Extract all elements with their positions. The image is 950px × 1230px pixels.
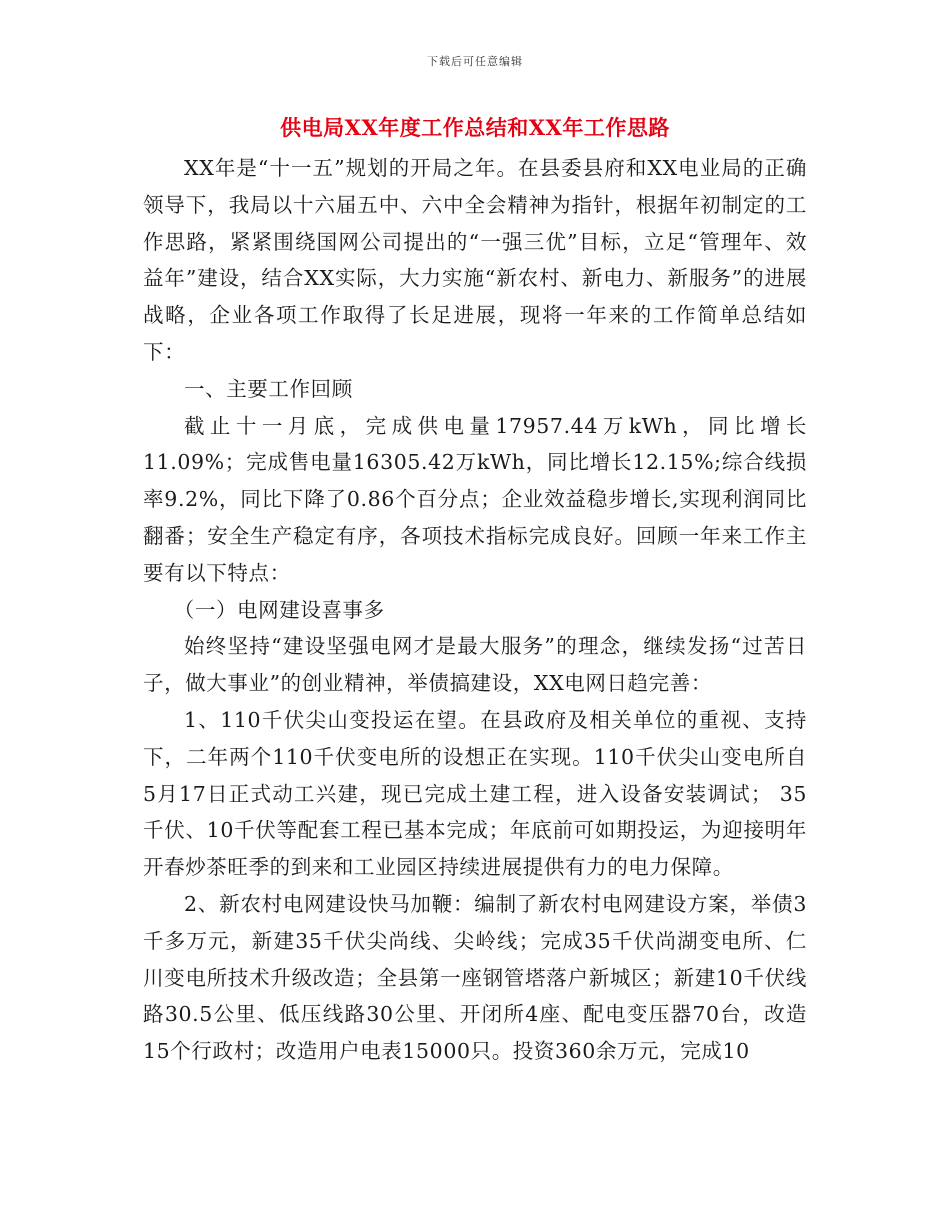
paragraph-item-1: 1、110千伏尖山变投运在望。在县政府及相关单位的重视、支持下，二年两个110千伏变电所的设想正在实现。110千伏尖山变电所自5月17日正式动工兴建，现已完成土建工程，进入设备安装调试； 35千伏、10千伏等配套工程已基本完成；年底前可如期投运，为迎接明年开春炒茶旺季的到来和工业园区持续进展提供有力的电力保障。: [143, 707, 807, 880]
paragraph-item-2: 2、新农村电网建设快马加鞭：编制了新农村电网建设方案，举债3千多万元，新建35千伏尖尚线、尖岭线；完成35千伏尚湖变电所、仁川变电所技术升级改造；全县第一座钢管塔落户新城区；新建10千伏线路30.5公里、低压线路30公里、开闭所4座、配电变压器70台，改造15个行政村；改造用户电表15000只。投资360余万元，完成10: [143, 891, 807, 1064]
paragraph-statistics: 截止十一月底，完成供电量17957.44万kWh，同比增长11.09%；完成售电量16305.42万kWh，同比增长12.15%;综合线损率9.2%，同比下降了0.86个百分点；企业效益稳步增长,实现利润同比翻番；安全生产稳定有序，各项技术指标完成良好。回顾一年来工作主要有以下特点：: [143, 413, 807, 585]
document-body: [143, 150, 807, 1070]
paragraph-grid-philosophy: 始终坚持“建设坚强电网才是最大服务”的理念，继续发扬“过苦日子，做大事业”的创业精神，举债搞建设，XX电网日趋完善：: [143, 634, 807, 696]
subsection-heading-grid-construction: （一）电网建设喜事多: [173, 597, 385, 622]
paragraph-intro: XX年是“十一五”规划的开局之年。在县委县府和XX电业局的正确领导下，我局以十六届五中、六中全会精神为指针，根据年初制定的工作思路，紧紧围绕国网公司提出的“一强三优”目标，立足“管理年、效益年”建设，结合XX实际，大力实施“新农村、新电力、新服务”的进展战略，企业各项工作取得了长足进展，现将一年来的工作简单总结如下：: [143, 156, 807, 364]
document-title: 供电局XX年度工作总结和XX年工作思路: [280, 115, 670, 140]
section-heading-review: 一、主要工作回顾: [184, 376, 353, 401]
header-note: 下载后可任意编辑: [427, 55, 523, 68]
